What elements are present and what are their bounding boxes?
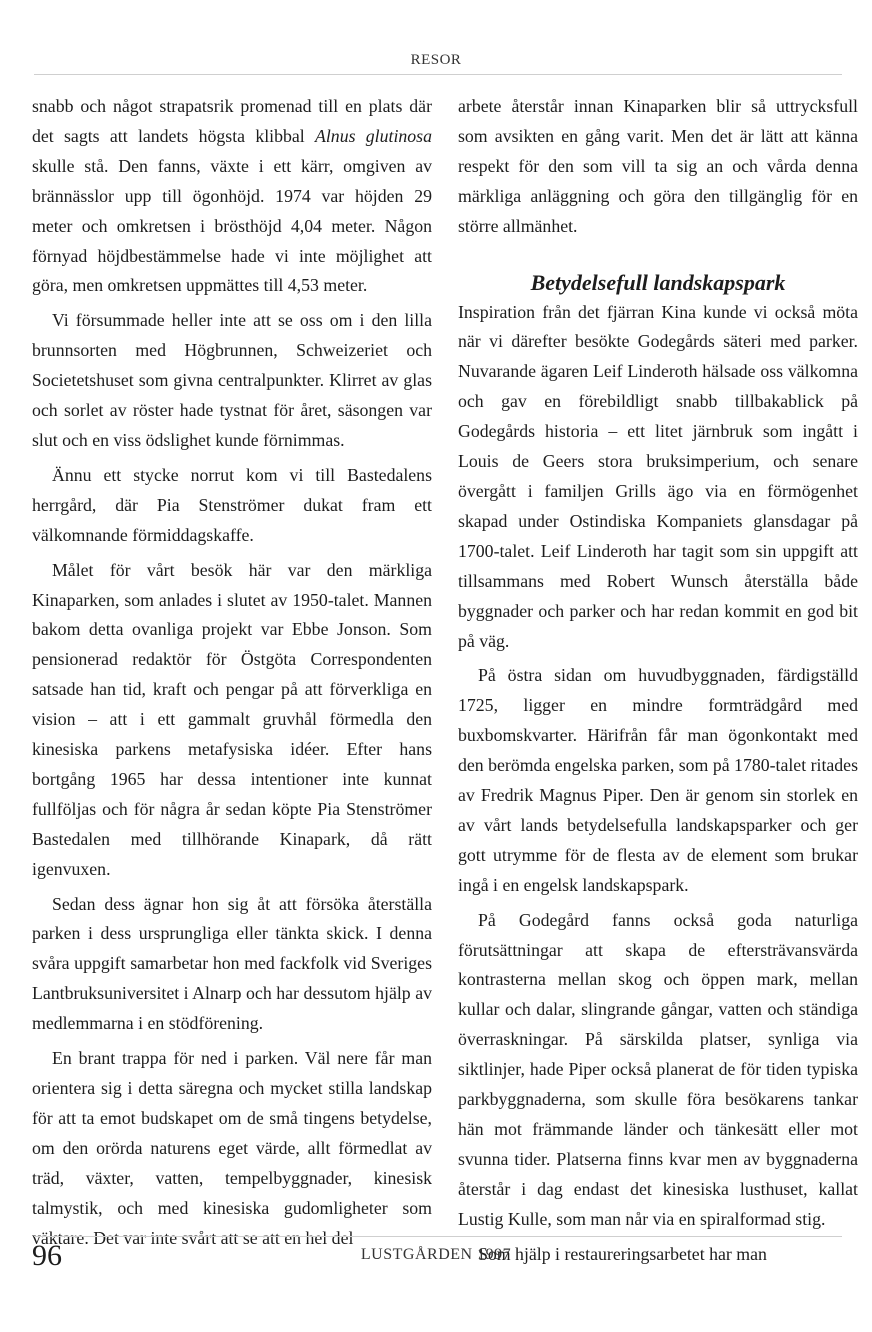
header-rule — [34, 74, 842, 75]
footer-rule — [34, 1236, 842, 1237]
paragraph: Sedan dess ägnar hon sig åt att försöka återställa parken i dess ursprungliga eller tänkta skick. I denna svåra uppgift samarbetar hon med fackfolk vid Sveriges Lantbruksuniversitet i Alnarp och har dessutom hjälp av medlemmarna i en stödförening. — [32, 893, 432, 1034]
right-column — [458, 92, 858, 1270]
paragraph-text: snabb och något strapatsrik promenad till en plats där det sagts att landets högsta klibbal — [32, 96, 432, 146]
left-column — [32, 92, 432, 1253]
paragraph: På Godegård fanns också goda naturliga förutsättningar att skapa de eftersträvansvärda kontrasterna mellan skog och öppen mark, mellan kullar och dalar, slingrande gångar, vatten och ständiga överraskningar. På särskilda platser, synliga via siktlinjer, hade Piper också planerat de för tiden typiska parkbyggnaderna, som skulle föra besökarens tankar hän mot främmande länder och tänkesätt eller mot svunna tider. Platserna finns kvar men av byggnaderna återstår i dag endast det kinesiska lusthuset, kallat Lustig Kulle, som man når via en spiralformad stig. — [458, 909, 858, 1229]
page-number: 96 — [32, 1239, 62, 1272]
paragraph: Ännu ett stycke norrut kom vi till Bastedalens herrgård, där Pia Stenströmer dukat fram ett välkomnande förmiddagskaffe. — [32, 464, 432, 545]
paragraph: På östra sidan om huvudbyggnaden, färdigställd 1725, ligger en mindre formträdgård med buxbomskvarter. Härifrån får man ögonkontakt med den berömda engelska parken, som på 1780-talet ritades av Fredrik Magnus Piper. Den är genom sin storlek en av vårt lands betydelsefulla landskapsparker och ger gott utrymme för de flesta av de element som brukar ingå i en engelsk landskapspark. — [458, 665, 858, 895]
paragraph: Målet för vårt besök här var den märkliga Kinaparken, som anlades i slutet av 1950-talet. Mannen bakom detta ovanliga projekt var Ebbe Jonson. Som pensionerad redaktör för Östgöta Correspondenten satsade han tid, kraft och pengar på att förverkliga en vision – att i ett gammalt gruvhål förmedla den kinesiska parkens metafysiska idéer. Efter hans bortgång 1965 har dessa intentioner inte kunnat fullföljas och för några år sedan köpte Pia Stenströmer Bastedalen med tillhörande Kinapark, då rätt igenvuxen. — [32, 559, 432, 879]
paragraph: Vi försummade heller inte att se oss om i den lilla brunnsorten med Högbrunnen, Schweizeriet och Societetshuset som givna centralpunkter. Klirret av glas och sorlet av röster hade tystnat för året, säsongen var slut och en viss ödslighet kunde förnimmas. — [32, 310, 432, 450]
running-footer: LUSTGÅRDEN 1997 — [360, 1246, 512, 1263]
section-heading: Betydelsefull landskapspark — [530, 269, 786, 295]
latin-name: Alnus glutinosa — [315, 125, 432, 146]
paragraph: En brant trappa för ned i parken. Väl nere får man orientera sig i detta säregna och mycket stilla landskap för att ta emot budskapet om de små tingens betydelse, om den orörda naturens eget värde, allt förmedlat av träd, växter, vatten, tempelbyggnader, kinesisk talmystik, och med kinesiska gudomligheter som väktare. Det var inte svårt att se att en hel del — [32, 1048, 432, 1248]
running-header: RESOR — [410, 52, 462, 68]
paragraph: Inspiration från det fjärran Kina kunde vi också möta när vi därefter besökte Godegårds säteri med parker. Nuvarande ägaren Leif Linderoth hälsade oss välkomna och gav en förebildligt snabb tillbakablick på Godegårds historia – ett litet järnbruk som ingått i Louis de Geers stora bruksimperium, och senare övergått i familjen Grills ägo via en förmögenhet skapad under Ostindiska Kompaniets glansdagar på 1700-talet. Leif Linderoth har tagit som sin uppgift att tillsammans med Robert Wunsch återställa både byggnader och parker och har redan kommit en god bit på väg. — [458, 301, 858, 651]
paragraph: Som hjälp i restaureringsarbetet har man — [478, 1243, 767, 1264]
paragraph — [32, 92, 432, 301]
paragraph-text: skulle stå. Den fanns, växte i ett kärr, omgiven av brännässlor upp till ögonhöjd. 1974 var höjden 29 meter och omkretsen i brösthöjd 4,04 meter. Någon förnyad höjdbestämmelse hade vi inte möjlighet att göra, men omkretsen uppmättes till 4,53 meter. — [32, 155, 432, 296]
paragraph: arbete återstår innan Kinaparken blir så uttrycksfull som avsikten en gång varit. Men det är lätt att känna respekt för den som vill ta sig an och vårda denna märkliga anläggning och göra den tillgänglig för en större allmänhet. — [458, 96, 858, 236]
